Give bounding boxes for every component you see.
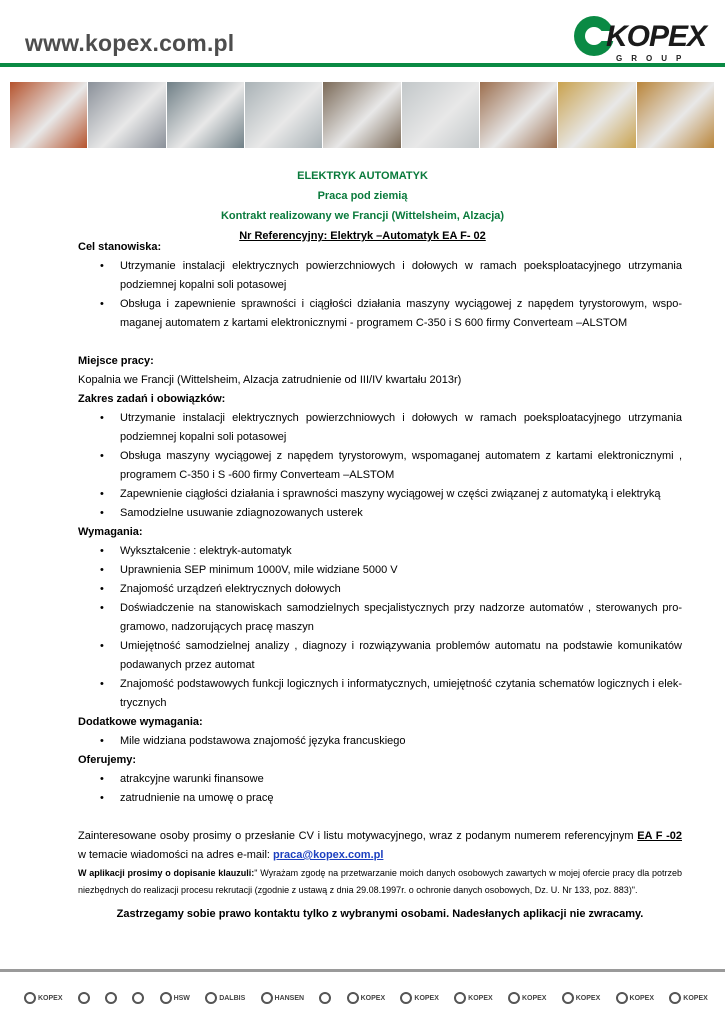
partner-logo: [261, 992, 305, 1004]
section-heading-cel: Cel stanowiska:: [78, 241, 162, 253]
partner-logo-label: KOPEX: [38, 994, 63, 1002]
list-item: • Wykształcenie : elektryk-automatyk: [78, 542, 682, 561]
partner-logo-icon: [205, 992, 217, 1004]
clause-label: W aplikacji prosimy o dopisanie klauzuli:: [78, 868, 255, 878]
logo-group: GROUP: [616, 54, 691, 63]
kopex-logo: [574, 14, 706, 64]
job-reference: Nr Referencyjny: Elektryk –Automatyk EA F- 02: [239, 230, 486, 242]
job-subtitle: Praca pod ziemią: [317, 190, 408, 202]
list-zakres: [78, 409, 682, 523]
job-title-block: [0, 166, 725, 246]
header-photo: [167, 82, 244, 148]
section-heading-miejsce: Miejsce pracy:: [78, 355, 154, 367]
partner-logo-icon: [347, 992, 359, 1004]
list-item: • Utrzymanie instalacji elektrycznych powierzchniowych i dołowych w ramach poeksploatacyjnego utrzymania podziemnej kopalni soli potasowej: [78, 409, 682, 447]
partner-logo: [669, 992, 708, 1004]
header-photo: [637, 82, 714, 148]
partner-logo-icon: [24, 992, 36, 1004]
partner-logo-icon: [669, 992, 681, 1004]
list-item: • Zapewnienie ciągłości działania i sprawności maszyny wyciągowej w części związanej z automatyką i elektryką: [78, 485, 682, 504]
partner-logo-label: HANSEN: [274, 994, 305, 1002]
partner-logo: [400, 992, 439, 1004]
list-item: • Obsługa i zapewnienie sprawności i ciągłości działania maszyny wyciągowej z napędem tyrystorowym, wspo-maganej automatem z kartami elektronicznymi - programem C-350 i S 600 firmy Converteam –ALSTOM: [78, 295, 682, 333]
list-item: • Obsługa maszyny wyciągowej z napędem tyrystorowym, wspomaganej automatem z kartami elektronicznymi , programem C-350 i S -600 firmy Converteam –ALSTOM: [78, 447, 682, 485]
email-link[interactable]: praca@kopex.com.pl: [273, 849, 384, 861]
partner-logo-icon: [78, 992, 90, 1004]
list-item: • Mile widziana podstawowa znajomość języka francuskiego: [78, 732, 682, 751]
section-heading-oferujemy: Oferujemy:: [78, 754, 137, 766]
photo-strip: [10, 82, 715, 148]
list-item: • Samodzielne usuwanie zdiagnozowanych usterek: [78, 504, 682, 523]
partner-logo-icon: [132, 992, 144, 1004]
header-divider: [0, 63, 725, 67]
partner-logo-label: KOPEX: [575, 994, 601, 1002]
header-photo: [402, 82, 479, 148]
contact-paragraph: Zainteresowane osoby prosimy o przesłanie CV i listu motywacyjnego, wraz z podanym numerem referencyjnym EA F -02 w temacie wiadomości na adres e-mail: praca@kopex.com.pl: [78, 830, 682, 861]
clause-paragraph: [78, 865, 682, 899]
job-title: ELEKTRYK AUTOMATYK: [297, 170, 428, 182]
section-heading-wymagania: Wymagania:: [78, 526, 143, 538]
partner-logo-icon: [261, 992, 273, 1004]
list-dodatkowe: [78, 732, 682, 751]
partner-logo-icon: [105, 992, 117, 1004]
partner-logo: [562, 992, 601, 1004]
partner-logo: [24, 992, 63, 1004]
header-photo: [10, 82, 87, 148]
partner-logo-icon: [400, 992, 412, 1004]
list-item: • Umiejętność samodzielnej analizy , diagnozy i rozwiązywania problemów automatu na podstawie komunikatów podawanych przez automat: [78, 637, 682, 675]
final-note: Zastrzegamy sobie prawo kontaktu tylko z wybranymi osobami. Nadesłanych aplikacji nie zwracamy.: [116, 908, 644, 920]
list-item: • Uprawnienia SEP minimum 1000V, mile widziane 5000 V: [78, 561, 682, 580]
partner-logo-label: KOPEX: [683, 994, 708, 1002]
partner-logo: [454, 992, 493, 1004]
partner-logo: [78, 992, 90, 1004]
section-heading-zakres: Zakres zadań i obowiązków:: [78, 393, 226, 405]
list-oferujemy: [78, 770, 682, 808]
header-photo: [323, 82, 400, 148]
footer-divider: [0, 969, 725, 972]
header-photo: [88, 82, 165, 148]
partner-logo: [616, 992, 655, 1004]
partner-logo-label: KOPEX: [360, 994, 386, 1002]
partner-logo-label: DALBIS: [219, 994, 246, 1002]
logo-word: KOPEX: [606, 20, 707, 53]
partner-logo: [347, 992, 386, 1004]
site-url: www.kopex.com.pl: [25, 30, 235, 56]
section-heading-dodatkowe: Dodatkowe wymagania:: [78, 716, 203, 728]
header-photo: [480, 82, 557, 148]
partner-logo: [160, 992, 190, 1004]
partner-logo-label: KOPEX: [629, 994, 655, 1002]
list-item: • zatrudnienie na umowę o pracę: [78, 789, 682, 808]
partner-logo: [319, 992, 331, 1004]
partner-logo: [132, 992, 144, 1004]
partner-logo-label: KOPEX: [521, 994, 547, 1002]
header-photo: [558, 82, 635, 148]
partner-logo-icon: [454, 992, 466, 1004]
partner-logo-label: KOPEX: [414, 994, 439, 1002]
miejsce-text: Kopalnia we Francji (Wittelsheim, Alzacja zatrudnienie od III/IV kwartału 2013r): [78, 374, 462, 386]
list-item: • Znajomość urządzeń elektrycznych dołowych: [78, 580, 682, 599]
job-contract: Kontrakt realizowany we Francji (Wittelsheim, Alzacja): [220, 210, 505, 222]
partner-logo-icon: [508, 992, 520, 1004]
list-item: • Utrzymanie instalacji elektrycznych powierzchniowych i dołowych w ramach poeksploatacyjnego utrzymania podziemnej kopalni soli potasowej: [78, 257, 682, 295]
partner-logo-icon: [319, 992, 331, 1004]
job-content: [78, 238, 682, 924]
contact-ref-code: EA F -02: [637, 830, 682, 842]
list-item: • Doświadczenie na stanowiskach samodzielnych specjalistycznych przy nadzorze automatów , sterowanych pro-gramowo, nadzorujących pracę maszyn: [78, 599, 682, 637]
footer-logos: [24, 986, 708, 1010]
partner-logo-label: HSW: [173, 994, 190, 1002]
list-cel: [78, 257, 682, 333]
partner-logo-icon: [616, 992, 628, 1004]
partner-logo-label: KOPEX: [468, 994, 493, 1002]
partner-logo: [205, 992, 245, 1004]
list-wymagania: [78, 542, 682, 713]
partner-logo-icon: [562, 992, 574, 1004]
list-item: • atrakcyjne warunki finansowe: [78, 770, 682, 789]
header-photo: [245, 82, 322, 148]
partner-logo-icon: [160, 992, 172, 1004]
partner-logo: [508, 992, 547, 1004]
list-item: • Znajomość podstawowych funkcji logicznych i informatycznych, umiejętność czytania schematów logicznych i elek-trycznych: [78, 675, 682, 713]
partner-logo: [105, 992, 117, 1004]
clause-text: " Wyrażam zgodę na przetwarzanie moich danych osobowych zawartych w mojej ofercie pracy dla potrzeb niezbędnych do realizacji procesu rekrutacji (zgodnie z ustawą z dnia 29.08.1997r. o ochronie danych osobowych, Dz. U. Nr 133, poz. 883)".: [78, 868, 682, 895]
